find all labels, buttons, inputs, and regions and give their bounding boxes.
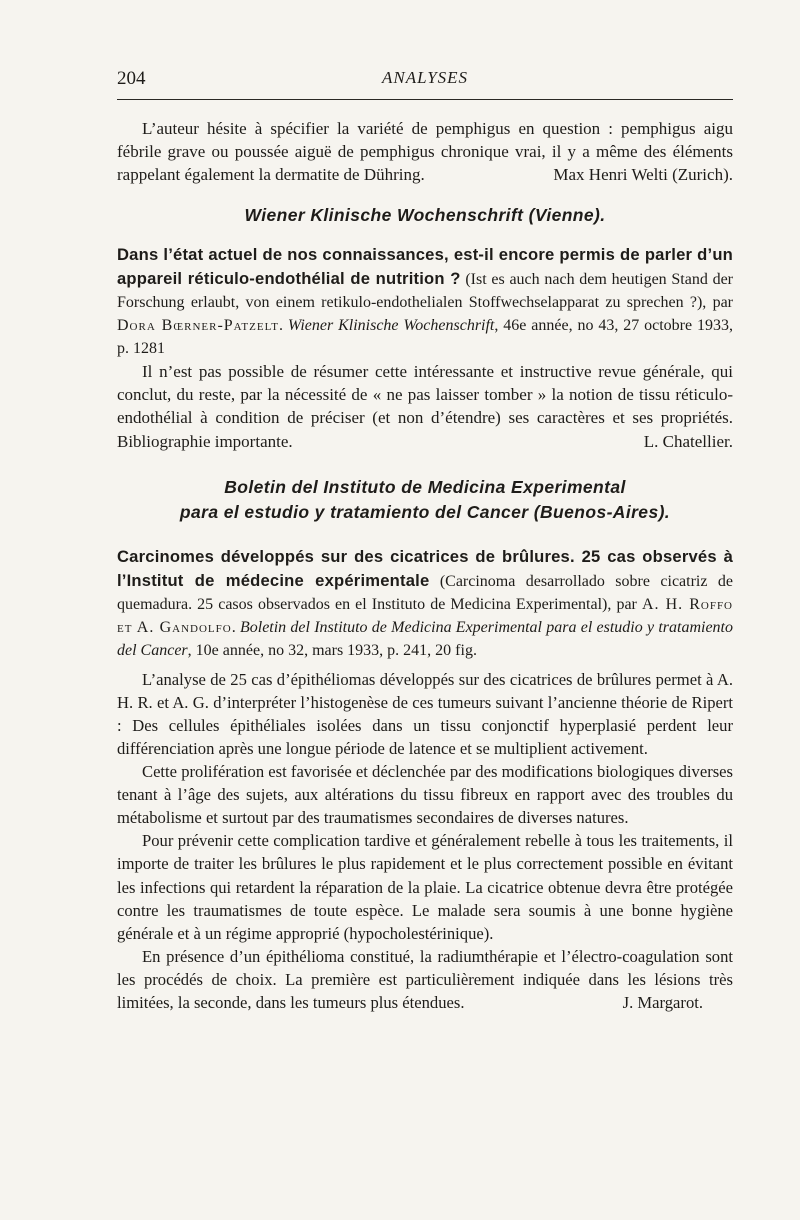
signature-welti: Max Henri Welti (Zurich). <box>553 165 733 185</box>
page-number: 204 <box>117 68 146 89</box>
paragraph-text: Il n’est pas possible de résumer cette intéressante et instructive revue générale, qui conclut, du reste, par la nécessité de « ne pas laisser tomber » la notion de tissu réticulo-endothélial à condition de préciser (et non d’étendre) ses caractères et ses propriétés. Bibliographie importante. <box>117 362 733 451</box>
page-header <box>117 68 733 92</box>
paragraph-prevention: Pour prévenir cette complication tardive et généralement rebelle à tous les traitements, il importe de traiter les brûlures le plus rapidement et le plus correctement possible en évitant les infections qui retardent la réparation de la plaie. La cicatrice obtenue devra être protégée contre les traumatismes de toute espèce. Le malade sera soumis à une bonne hygiène générale et à un régime approprié (hypocholestérinique). <box>117 831 733 943</box>
journal-name: Wiener Klinische Wochenschrift <box>287 317 495 335</box>
signature-chatellier: L. Chatellier. <box>643 431 733 451</box>
running-title: ANALYSES <box>381 68 469 87</box>
citation-details: , 10e année, no 32, mars 1933, p. 241, 20 fig. <box>187 641 477 659</box>
paragraph-text: L’auteur hésite à spécifier la variété de pemphigus en question : pemphigus aigu fébrile grave ou poussée aiguë de pemphigus chronique vrai, il y a même des éléments rappelant également la dermatite de Dühring. <box>117 119 733 185</box>
article-title: Dans l’état actuel de nos connaissances, est-il encore permis de parler d’un appareil réticulo-endothélial de nutrition ? <box>117 245 733 289</box>
paragraph-proliferation: Cette prolifération est favorisée et déclenchée par des modifications biologiques diverses tenant à l’âge des sujets, aux altérations du tissu fibreux en rapport avec des troubles du métabolisme et surtout par des traumatismes secondaires de diverses natures. <box>117 762 733 828</box>
article-reference-wiener <box>117 243 733 360</box>
journal-name: Boletin del Instituto de Medicina Experimental para el estudio y tratamiento del Cancer <box>117 618 733 659</box>
journal-heading-line1: Boletin del Instituto de Medicina Experimental <box>224 476 626 497</box>
original-title: (Ist es auch nach dem heutigen Stand der Forschung erlaubt, von einem retikulo-endothelialen Stoffwechselapparat zu sprechen ?), par <box>117 271 733 312</box>
signature-margarot: J. Margarot. <box>622 993 703 1013</box>
paragraph-analysis: L’analyse de 25 cas d’épithéliomas développés sur des cicatrices de brûlures permet à A. H. R. et A. G. d’interpréter l’histogenèse de ces tumeurs suivant l’ancienne théorie de Ripert : Des cellules épithéliales isolées dans un tissu conjonctif hyperplasié perdent leur différenciation après une longue période de latence et se multiplient activement. <box>117 669 733 758</box>
page-body <box>117 117 733 1014</box>
original-title: (Carcinoma desarrollado sobre cicatriz de quemadura. 25 casos observados en el Instituto de Medicina Experimental), par <box>117 572 733 613</box>
separator: . <box>279 317 288 335</box>
article-title: Carcinomes développés sur des cicatrices de brûlures. 25 cas observés à l’Institut de médecine expérimentale <box>117 546 733 590</box>
journal-heading-line2: para el estudio y tratamiento del Cancer (Buenos-Aires). <box>179 501 671 522</box>
journal-heading-boletin <box>117 475 733 525</box>
separator: . <box>231 618 240 636</box>
article-reference-boletin <box>117 545 733 662</box>
article-authors: A. H. Roffo et A. Gandolfo <box>117 595 733 636</box>
journal-heading-wiener: Wiener Klinische Wochenschrift (Vienne). <box>244 205 606 226</box>
paragraph-text: En présence d’un épithélioma constitué, la radiumthérapie et l’électro-coagulation sont les procédés de choix. La première est particulièrement indiquée dans les lésions très limitées, la seconde, dans les tumeurs plus étendues. <box>117 946 733 1012</box>
citation-details: , 46e année, no 43, 27 octobre 1933, p. 1281 <box>117 317 733 358</box>
header-rule <box>117 99 733 100</box>
article-author: Dora Bœrner-Patzelt <box>117 317 279 335</box>
